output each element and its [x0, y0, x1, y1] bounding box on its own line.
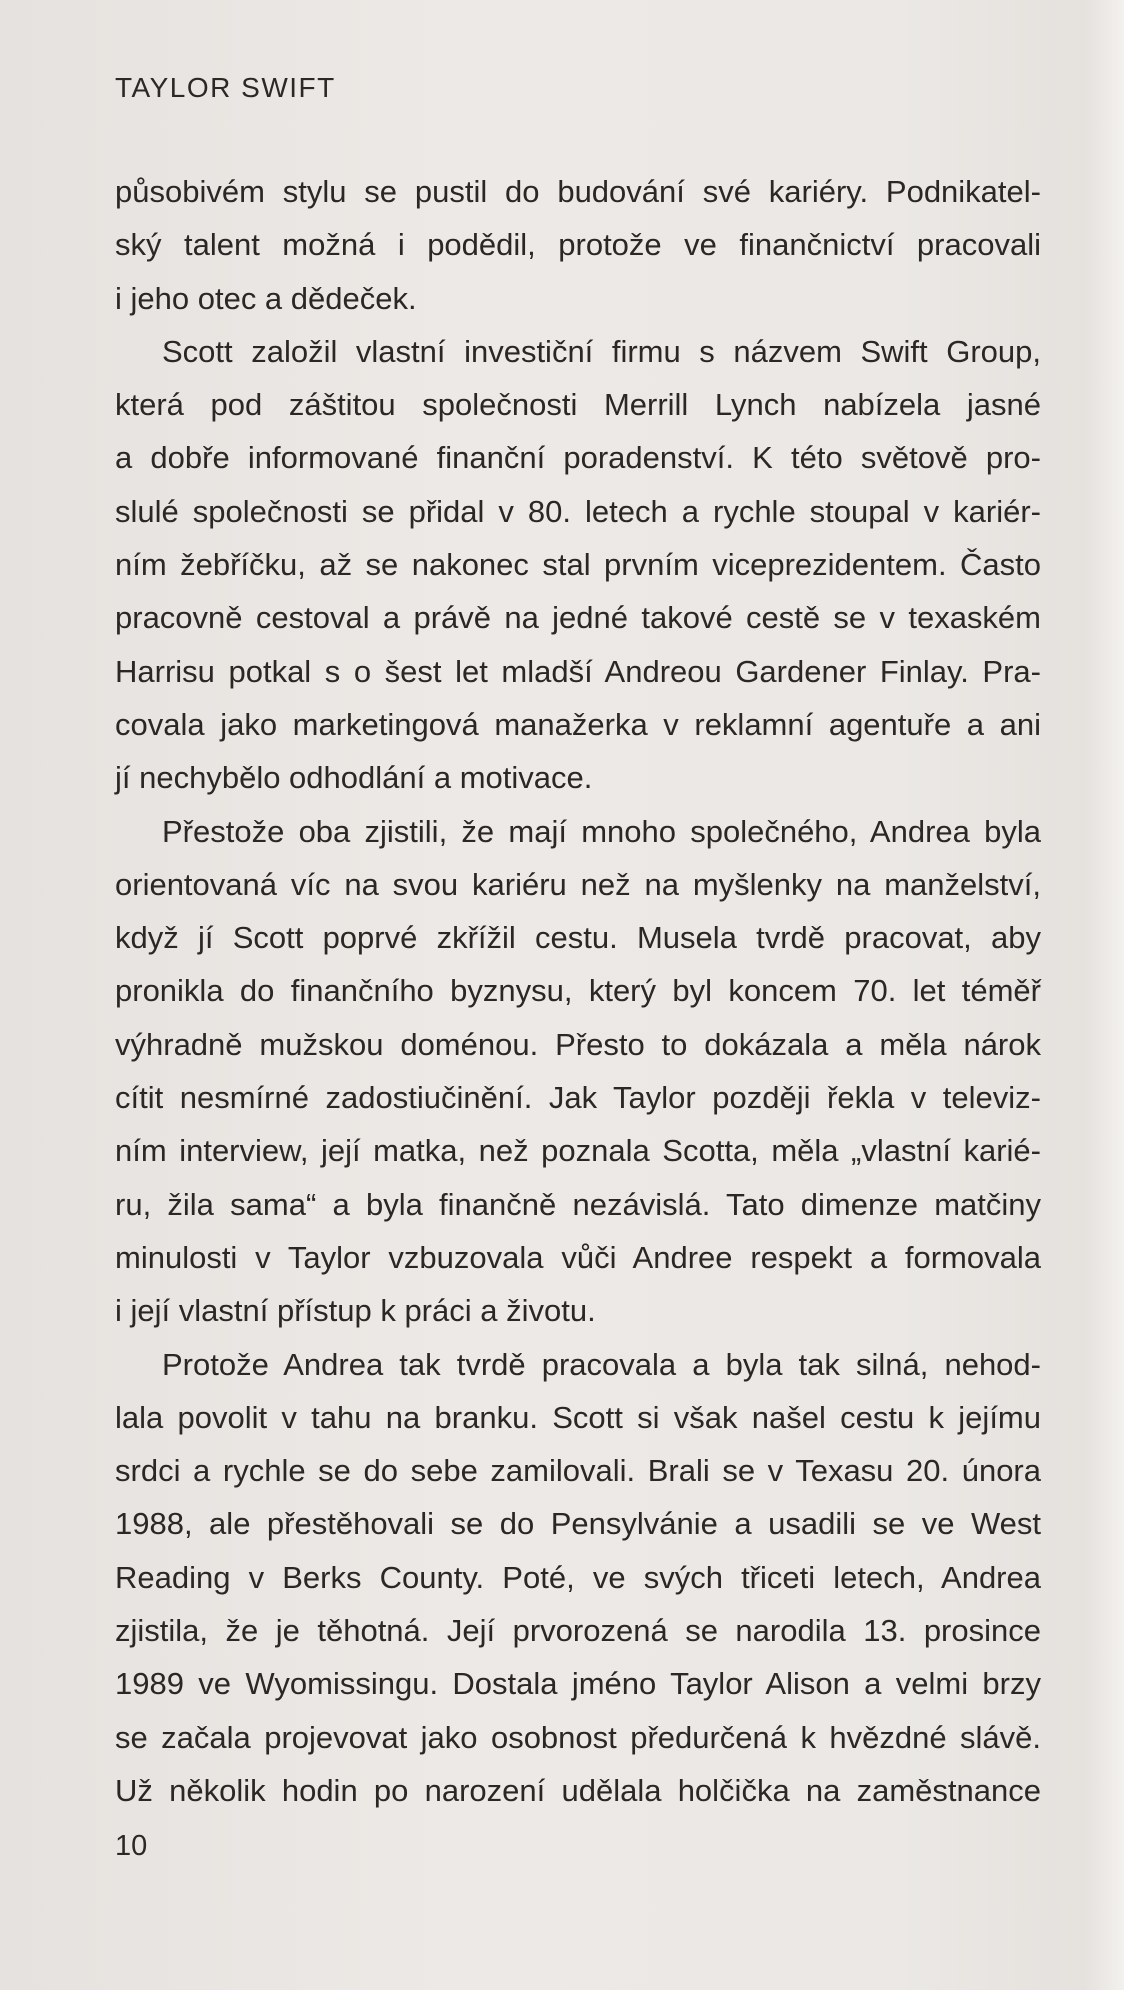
page-edge-highlight — [1084, 0, 1124, 1990]
text-line: ním interview, její matka, než poznala Scotta, měla „vlastní karié- — [115, 1133, 1041, 1169]
page-number: 10 — [115, 1830, 148, 1862]
text-line: Protože Andrea tak tvrdě pracovala a byla tak silná, nehod- — [162, 1346, 1041, 1382]
text-line: covala jako marketingová manažerka v reklamní agentuře a ani — [115, 706, 1041, 742]
text-line: se začala projevovat jako osobnost předurčená k hvězdné slávě. — [115, 1719, 1041, 1755]
text-line: Harrisu potkal s o šest let mladší Andreou Gardener Finlay. Pra- — [115, 653, 1041, 689]
running-head: TAYLOR SWIFT — [115, 72, 336, 103]
text-line: 1988, ale přestěhovali se do Pensylvánie a usadili se ve West — [115, 1506, 1041, 1542]
text-line: pronikla do finančního byznysu, který byl koncem 70. let téměř — [115, 973, 1041, 1009]
text-line: orientovaná víc na svou kariéru než na myšlenky na manželství, — [115, 866, 1041, 902]
text-line: pracovně cestoval a právě na jedné takové cestě se v texaském — [115, 600, 1041, 636]
text-line: i jeho otec a dědeček. — [115, 280, 417, 316]
text-line: jí nechybělo odhodlání a motivace. — [115, 760, 593, 796]
text-line: Už několik hodin po narození udělala holčička na zaměstnance — [115, 1772, 1041, 1808]
paragraph-3 — [115, 805, 1041, 1338]
paragraph-1 — [115, 165, 1041, 325]
text-line: 1989 ve Wyomissingu. Dostala jméno Taylor Alison a velmi brzy — [115, 1666, 1041, 1702]
text-line: a dobře informované finanční poradenství. K této světově pro- — [115, 440, 1041, 476]
text-line: ský talent možná i podědil, protože ve finančnictví pracovali — [115, 227, 1041, 263]
text-line: ním žebříčku, až se nakonec stal prvním viceprezidentem. Často — [115, 547, 1041, 583]
text-line: Reading v Berks County. Poté, ve svých třiceti letech, Andrea — [115, 1559, 1041, 1595]
text-line: slulé společnosti se přidal v 80. letech a rychle stoupal v kariér- — [115, 493, 1041, 529]
text-line: Scott založil vlastní investiční firmu s názvem Swift Group, — [162, 333, 1041, 369]
text-line: která pod záštitou společnosti Merrill Lynch nabízela jasné — [115, 387, 1041, 423]
text-line: lala povolit v tahu na branku. Scott si však našel cestu k jejímu — [115, 1399, 1041, 1435]
text-line: výhradně mužskou doménou. Přesto to dokázala a měla nárok — [115, 1026, 1041, 1062]
text-line: minulosti v Taylor vzbuzovala vůči Andree respekt a formovala — [115, 1239, 1041, 1275]
paragraph-4 — [115, 1338, 1041, 1818]
text-line: Přestože oba zjistili, že mají mnoho společného, Andrea byla — [162, 813, 1041, 849]
paragraph-2 — [115, 325, 1041, 805]
text-line: i její vlastní přístup k práci a životu. — [115, 1293, 596, 1329]
text-line: působivém stylu se pustil do budování své kariéry. Podnikatel- — [115, 174, 1041, 209]
body-text — [115, 165, 1041, 1817]
text-line: když jí Scott poprvé zkřížil cestu. Musela tvrdě pracovat, aby — [115, 920, 1041, 956]
text-line: srdci a rychle se do sebe zamilovali. Brali se v Texasu 20. února — [115, 1453, 1041, 1489]
text-line: ru, žila sama“ a byla finančně nezávislá. Tato dimenze matčiny — [115, 1186, 1041, 1222]
text-line: zjistila, že je těhotná. Její prvorozená se narodila 13. prosince — [115, 1613, 1041, 1649]
text-line: cítit nesmírné zadostiučinění. Jak Taylor později řekla v televiz- — [115, 1080, 1041, 1116]
